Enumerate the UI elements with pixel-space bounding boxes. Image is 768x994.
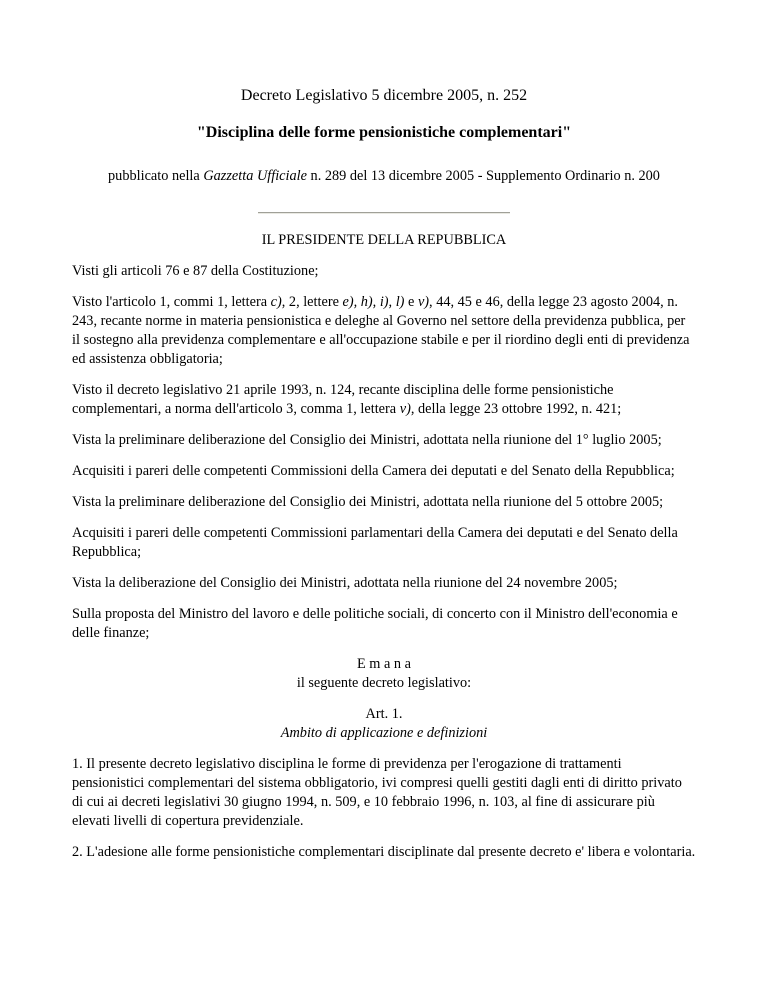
- recital-paragraph-9: Sulla proposta del Ministro del lavoro e delle politiche sociali, di concerto con il Ministro dell'economia e delle finanze;: [72, 606, 678, 641]
- body-paragraph-2: 2. L'adesione alle forme pensionistiche complementari disciplinate dal presente decreto e' libera e volontaria.: [72, 844, 696, 860]
- article-title: Ambito di applicazione e definizioni: [280, 725, 488, 741]
- enactment-subtitle: il seguente decreto legislativo:: [296, 675, 472, 691]
- recital-paragraph-5: Acquisiti i pareri delle competenti Commissioni della Camera dei deputati e del Senato della Repubblica;: [72, 463, 675, 479]
- article-heading: [72, 705, 696, 743]
- recital-paragraph-2: Visto l'articolo 1, commi 1, lettera c), 2, lettere e), h), i), l) e v), 44, 45 e 46, della legge 23 agosto 2004, n. 243, recante norme in materia pensionistica e deleghe al Governo nel settore della previdenza pubblica, per il sostegno alla previdenza complementare e all'occupazione stabile e per il riordino degli enti di previdenza ed assistenza obbligatoria;: [72, 294, 690, 367]
- document-subtitle: "Disciplina delle forme pensionistiche complementari": [196, 124, 572, 141]
- enactment-word: E m a n a: [357, 656, 411, 672]
- recital-paragraph-1: Visti gli articoli 76 e 87 della Costituzione;: [72, 263, 319, 279]
- recital-paragraph-8: Vista la deliberazione del Consiglio dei Ministri, adottata nella riunione del 24 novembre 2005;: [72, 575, 618, 591]
- recital-paragraph-7: Acquisiti i pareri delle competenti Commissioni parlamentari della Camera dei deputati e del Senato della Repubblica;: [72, 525, 678, 560]
- body-paragraph-1: 1. Il presente decreto legislativo disciplina le forme di previdenza per l'erogazione di trattamenti pensionistici complementari del sistema obbligatorio, ivi compresi quelli gestiti dagli enti di diritto privato di cui ai decreti legislativi 30 giugno 1994, n. 509, e 10 febbraio 1996, n. 103, al fine di assicurare più elevati livelli di copertura previdenziale.: [72, 756, 682, 829]
- section-divider: [258, 212, 510, 213]
- recital-paragraph-3: Visto il decreto legislativo 21 aprile 1993, n. 124, recante disciplina delle forme pensionistiche complementari, a norma dell'articolo 3, comma 1, lettera v), della legge 23 ottobre 1992, n. 421;: [72, 382, 622, 417]
- issuer-heading: IL PRESIDENTE DELLA REPUBBLICA: [261, 232, 507, 248]
- document-title: Decreto Legislativo 5 dicembre 2005, n. 252: [240, 87, 528, 104]
- article-number: Art. 1.: [365, 706, 403, 722]
- enactment-formula: [72, 655, 696, 693]
- recital-paragraph-6: Vista la preliminare deliberazione del Consiglio dei Ministri, adottata nella riunione del 5 ottobre 2005;: [72, 494, 664, 510]
- recital-paragraph-4: Vista la preliminare deliberazione del Consiglio dei Ministri, adottata nella riunione del 1° luglio 2005;: [72, 432, 662, 448]
- publication-line: pubblicato nella Gazzetta Ufficiale n. 289 del 13 dicembre 2005 - Supplemento Ordinario n. 200: [108, 168, 660, 184]
